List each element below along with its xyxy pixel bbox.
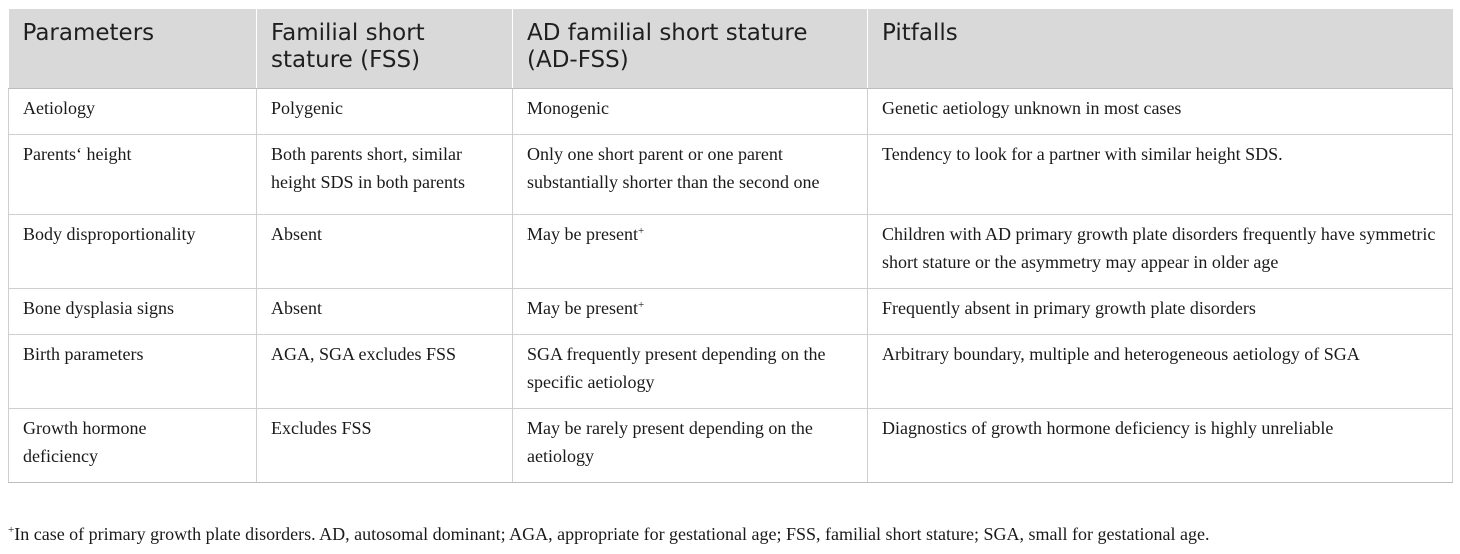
cell-fss: Excludes FSS bbox=[257, 409, 513, 483]
header-fss: Familial short stature (FSS) bbox=[257, 9, 513, 89]
cell-ad-fss bbox=[513, 289, 868, 335]
footnote-text: In case of primary growth plate disorders. AD, autosomal dominant; AGA, appropriate for gestational age; FSS, familial short stature; SGA, small for gestational age. bbox=[14, 524, 1210, 544]
cell-ad-fss bbox=[513, 215, 868, 289]
cell-parameter: Growth hormone deficiency bbox=[9, 409, 257, 483]
table-footnote bbox=[8, 521, 1452, 547]
header-row bbox=[9, 9, 1453, 89]
cell-parameter: Bone dysplasia signs bbox=[9, 289, 257, 335]
cell-ad-fss bbox=[513, 89, 868, 135]
footnote-symbol: + bbox=[8, 524, 15, 536]
cell-parameter: Parents‘ height bbox=[9, 135, 257, 215]
cell-fss: AGA, SGA excludes FSS bbox=[257, 335, 513, 409]
cell-pitfall: Frequently absent in primary growth plate disorders bbox=[868, 289, 1453, 335]
cell-pitfall: Arbitrary boundary, multiple and heterogeneous aetiology of SGA bbox=[868, 335, 1453, 409]
header-ad-fss: AD familial short stature (AD-FSS) bbox=[513, 9, 868, 89]
cell-ad-fss-text: May be present bbox=[527, 298, 638, 318]
cell-ad-fss bbox=[513, 335, 868, 409]
cell-parameter: Birth parameters bbox=[9, 335, 257, 409]
cell-ad-fss-text: Only one short parent or one parent substantially shorter than the second one bbox=[527, 144, 820, 192]
cell-ad-fss-text: May be present bbox=[527, 224, 638, 244]
comparison-table-container bbox=[8, 9, 1452, 483]
table-body bbox=[9, 89, 1453, 483]
cell-ad-fss-text: SGA frequently present depending on the specific aetiology bbox=[527, 344, 826, 392]
cell-ad-fss bbox=[513, 409, 868, 483]
table-row bbox=[9, 215, 1453, 289]
cell-fss: Absent bbox=[257, 289, 513, 335]
cell-pitfall: Tendency to look for a partner with similar height SDS. bbox=[868, 135, 1453, 215]
header-parameters: Parameters bbox=[9, 9, 257, 89]
cell-pitfall: Diagnostics of growth hormone deficiency is highly unreliable bbox=[868, 409, 1453, 483]
header-pitfalls: Pitfalls bbox=[868, 9, 1453, 89]
cell-ad-fss-text: May be rarely present depending on the aetiology bbox=[527, 418, 813, 466]
cell-parameter: Body disproportionality bbox=[9, 215, 257, 289]
cell-fss: Absent bbox=[257, 215, 513, 289]
cell-pitfall: Genetic aetiology unknown in most cases bbox=[868, 89, 1453, 135]
table-header bbox=[9, 9, 1453, 89]
cell-parameter: Aetiology bbox=[9, 89, 257, 135]
table-row bbox=[9, 289, 1453, 335]
table-row bbox=[9, 135, 1453, 215]
comparison-table bbox=[8, 9, 1453, 483]
table-row bbox=[9, 409, 1453, 483]
footnote-mark: + bbox=[637, 299, 645, 311]
cell-pitfall: Children with AD primary growth plate disorders frequently have symmetric short stature or the asymmetry may appear in older age bbox=[868, 215, 1453, 289]
table-row bbox=[9, 335, 1453, 409]
cell-ad-fss-text: Monogenic bbox=[527, 98, 609, 118]
table-row bbox=[9, 89, 1453, 135]
footnote-mark: + bbox=[637, 225, 645, 237]
cell-fss: Polygenic bbox=[257, 89, 513, 135]
cell-fss: Both parents short, similar height SDS in both parents bbox=[257, 135, 513, 215]
cell-ad-fss bbox=[513, 135, 868, 215]
